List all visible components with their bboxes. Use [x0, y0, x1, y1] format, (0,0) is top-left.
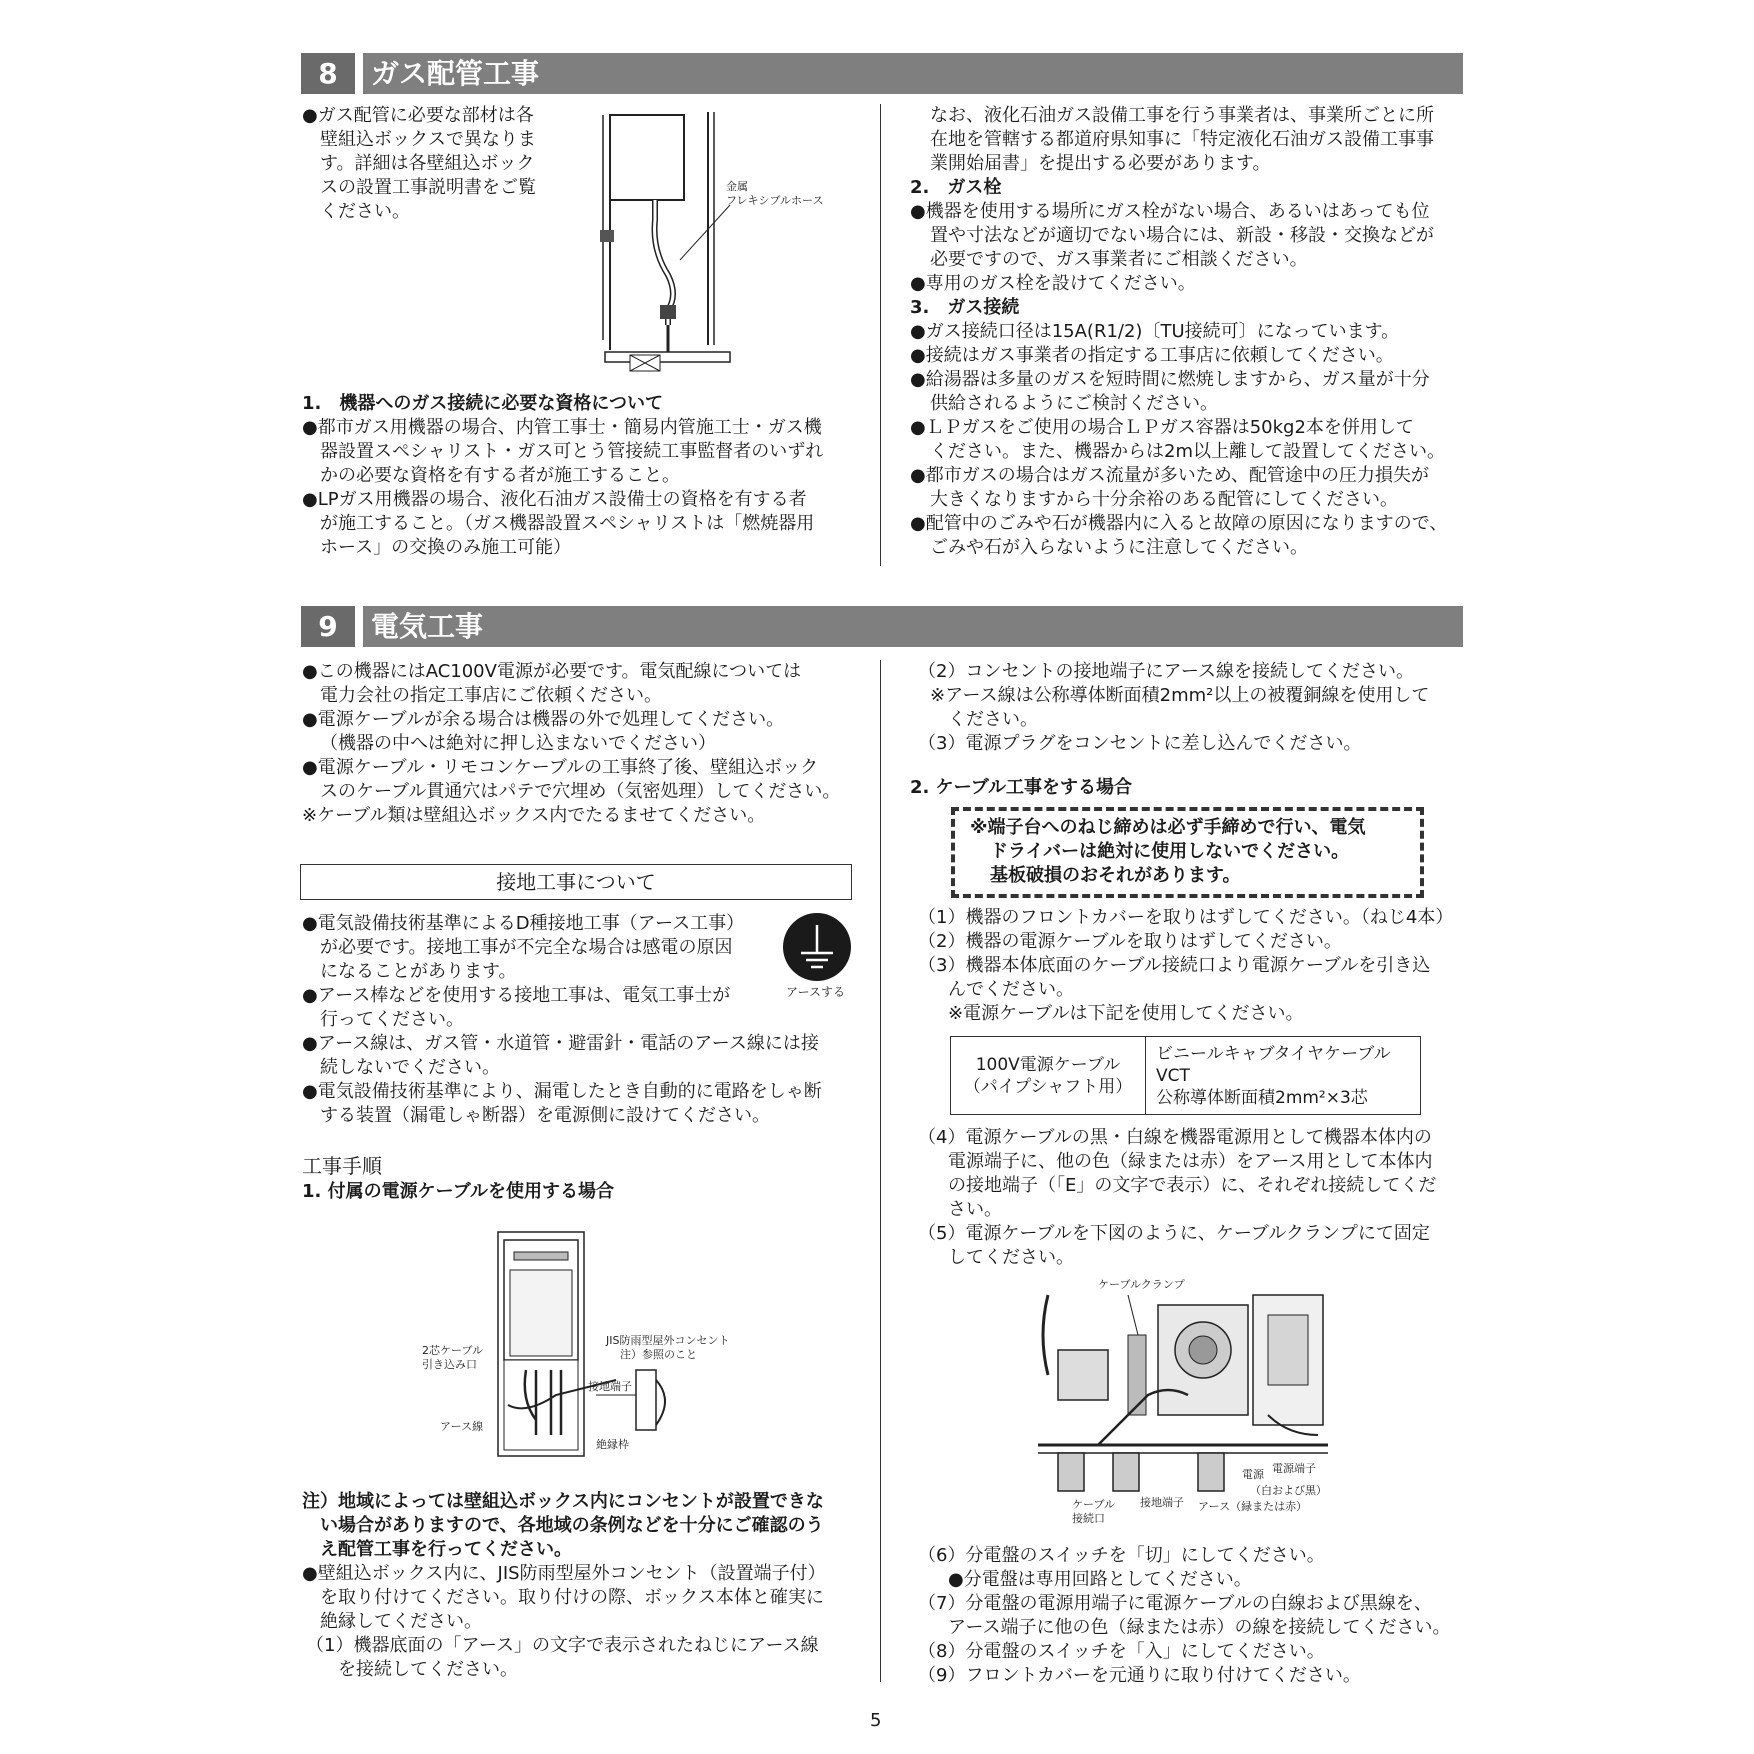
text-line: （2）コンセントの接地端子にアース線を接続してください。	[918, 661, 1415, 682]
text-line: ください。	[320, 201, 410, 222]
text-line: 供給されるようにご検討ください。	[930, 393, 1218, 414]
text-line: ●都市ガス用機器の場合、内管工事士・簡易内管施工士・ガス機	[302, 417, 822, 438]
figure-label: JIS防雨型屋外コンセント	[606, 1334, 730, 1347]
section-8-title: ガス配管工事	[371, 57, 540, 90]
cable-spec-table	[950, 1036, 1421, 1115]
figure-label: アース線	[440, 1420, 484, 1433]
figure-label: （白および黒）	[1250, 1484, 1327, 1497]
procedure-title: 工事手順	[302, 1154, 382, 1178]
text-line: ●電源ケーブルが余る場合は機器の外で処理してください。	[302, 709, 785, 730]
text-line: （3）電源プラグをコンセントに差し込んでください。	[918, 733, 1362, 754]
text-line: ※端子台へのねじ締めは必ず手締めで行い、電気	[970, 817, 1366, 838]
section-8-header	[301, 53, 1463, 94]
figure-label: 接地端子	[1140, 1496, 1184, 1509]
text-line: ※電源ケーブルは下記を使用してください。	[948, 1003, 1304, 1024]
text-line: かの必要な資格を有する者が施工すること。	[320, 465, 680, 486]
figure-label: 接続口	[1072, 1512, 1105, 1525]
section-9-number: 9	[301, 606, 355, 647]
gas-connection-heading: 3. ガス接続	[910, 297, 1020, 318]
text-line: ※アース線は公称導体断面積2mm²以上の被覆銅線を使用して	[930, 685, 1430, 706]
text-line: ごみや石が入らないように注意してください。	[930, 537, 1308, 558]
ground-icon	[783, 913, 853, 983]
figure-label: 金属	[726, 180, 748, 193]
figure-label: 絶縁枠	[596, 1438, 629, 1451]
procedure-heading-2: 2. ケーブル工事をする場合	[910, 777, 1133, 798]
text-line: の接地端子（「E」の文字で表示）に、それぞれ接続してくだ	[948, 1175, 1437, 1196]
text-line: ●アース線は、ガス管・水道管・避雷針・電話のアース線には接	[302, 1033, 819, 1054]
text-line: ●配管中のごみや石が機器内に入ると故障の原因になりますので、	[910, 513, 1448, 534]
text-line: （2）機器の電源ケーブルを取りはずしてください。	[918, 931, 1342, 952]
text-line: （パイプシャフト用）	[963, 1076, 1133, 1097]
text-line: ●電気設備技術基準により、漏電したとき自動的に電路をしゃ断	[302, 1081, 822, 1102]
text-line: ●電気設備技術基準によるD種接地工事（アース工事）	[302, 913, 745, 934]
text-line: 在地を管轄する都道府県知事に「特定液化石油ガス設備工事事	[930, 129, 1434, 150]
figure-label: 接地端子	[588, 1380, 632, 1393]
gas-valve-heading: 2. ガス栓	[910, 177, 1002, 198]
text-line: 器設置スペシャリスト・ガス可とう管接続工事監督者のいずれ	[320, 441, 824, 462]
text-line: 壁組込ボックスで異なりま	[320, 129, 536, 150]
table-cell	[1146, 1037, 1421, 1115]
text-line: （6）分電盤のスイッチを「切」にしてください。	[918, 1545, 1325, 1566]
text-line: 電力会社の指定工事店にご依頼ください。	[320, 685, 662, 706]
figure-label: ケーブルクランプ	[1098, 1278, 1185, 1291]
text-line: してください。	[948, 1247, 1074, 1268]
text-line: 業開始届書」を提出する必要があります。	[930, 153, 1271, 174]
gas-pipe-drawing	[590, 110, 860, 380]
text-line: になることがあります。	[320, 961, 517, 982]
column-divider	[880, 660, 881, 1682]
text-line: ●この機器にはAC100V電源が必要です。電気配線については	[302, 661, 802, 682]
figure-label: 注）参照のこと	[620, 1348, 697, 1361]
figure-label: ケーブル	[1072, 1498, 1116, 1511]
text-line: さい。	[948, 1199, 1002, 1220]
figure-label: フレキシブルホース	[726, 194, 824, 207]
text-line: （1）機器底面の「アース」の文字で表示されたねじにアース線	[306, 1635, 819, 1656]
figure-label: アース（緑または赤）	[1198, 1500, 1308, 1513]
text-line: す。詳細は各壁組込ボック	[320, 153, 535, 174]
text-line: ※ケーブル類は壁組込ボックス内でたるませてください。	[302, 805, 766, 826]
text-line: 絶縁してください。	[320, 1611, 482, 1632]
text-line: ●LPガス用機器の場合、液化石油ガス設備士の資格を有する者	[302, 489, 807, 510]
qualification-heading: 1. 機器へのガス接続に必要な資格について	[302, 393, 664, 414]
figure-label: 電源	[1242, 1468, 1264, 1481]
text-line: ●機器を使用する場所にガス栓がない場合、あるいはあっても位	[910, 201, 1430, 222]
table-cell	[951, 1037, 1146, 1115]
text-line: ●専用のガス栓を設けてください。	[910, 273, 1196, 294]
text-line: 基板破損のおそれがあります。	[990, 865, 1241, 886]
text-line: ビニールキャブタイヤケーブル	[1156, 1043, 1391, 1064]
figure-label: 引き込み口	[422, 1358, 477, 1371]
text-line: ●電源ケーブル・リモコンケーブルの工事終了後、壁組込ボック	[302, 757, 819, 778]
text-line: （4）電源ケーブルの黒・白線を機器電源用として機器本体内の	[918, 1127, 1432, 1148]
column-divider	[880, 104, 881, 566]
text-line: ●ＬＰガスをご使用の場合ＬＰガス容器は50kg2本を併用して	[910, 417, 1414, 438]
text-line: （7）分電盤の電源用端子に電源ケーブルの白線および黒線を、	[918, 1593, 1432, 1614]
text-line: ●給湯器は多量のガスを短時間に燃焼しますから、ガス量が十分	[910, 369, 1430, 390]
text-line: ●壁組込ボックス内に、JIS防雨型屋外コンセント（設置端子付）	[302, 1563, 826, 1584]
figure-label: 電源端子	[1272, 1462, 1316, 1475]
text-line: 100V電源ケーブル	[975, 1054, 1121, 1075]
text-line: ください。	[948, 709, 1038, 730]
text-line: ●都市ガスの場合はガス流量が多いため、配管途中の圧力損失が	[910, 465, 1429, 486]
text-line: い場合がありますので、各地域の条例などを十分にご確認のう	[320, 1515, 824, 1536]
text-line: なお、液化石油ガス設備工事を行う事業者は、事業所ごとに所	[930, 105, 1434, 126]
section-9-header	[301, 606, 1463, 647]
text-line: ください。また、機器からは2m以上離して設置してください。	[930, 441, 1445, 462]
text-line: え配管工事を行ってください。	[320, 1539, 572, 1560]
text-line: VCT	[1156, 1065, 1190, 1086]
text-line: ●接続はガス事業者の指定する工事店に依頼してください。	[910, 345, 1394, 366]
text-line: ●アース棒などを使用する接地工事は、電気工事士が	[302, 985, 731, 1006]
page-number: 5	[870, 1710, 882, 1731]
text-line: んでください。	[948, 979, 1074, 1000]
text-line: 置や寸法などが適切でない場合には、新設・移設・交換などが	[930, 225, 1434, 246]
text-line: （8）分電盤のスイッチを「入」にしてください。	[918, 1641, 1325, 1662]
text-line: スのケーブル貫通穴はパテで穴埋め（気密処理）してください。	[320, 781, 841, 802]
text-line: アース端子に他の色（緑または赤）の線を接続してください。	[948, 1617, 1451, 1638]
text-line: （機器の中へは絶対に押し込まないでください）	[320, 733, 716, 754]
text-line: が施工すること。（ガス機器設置スペシャリストは「燃焼器用	[320, 513, 815, 534]
text-line: 必要ですので、ガス事業者にご相談ください。	[930, 249, 1308, 270]
text-line: を取り付けてください。取り付けの際、ボックス本体と確実に	[320, 1587, 824, 1608]
text-line: ●ガス配管に必要な部材は各	[302, 105, 534, 126]
text-line: ホース」の交換のみ施工可能）	[320, 537, 572, 558]
ground-icon-label: アースする	[786, 985, 846, 999]
text-line: （9）フロントカバーを元通りに取り付けてください。	[918, 1665, 1361, 1686]
text-line: （1）機器のフロントカバーを取りはずしてください。（ねじ4本）	[918, 907, 1454, 928]
text-line: 公称導体断面積2mm²×3芯	[1156, 1087, 1368, 1108]
figure-label: 2芯ケーブル	[422, 1344, 484, 1357]
text-line: ●分電盤は専用回路としてください。	[948, 1569, 1252, 1590]
earth-work-title: 接地工事について	[300, 864, 852, 900]
text-line: を接続してください。	[338, 1659, 518, 1680]
text-line: が必要です。接地工事が不完全な場合は感電の原因	[320, 937, 733, 958]
text-line: ドライバーは絶対に使用しないでください。	[990, 841, 1350, 862]
text-line: 続しないでください。	[320, 1057, 500, 1078]
text-line: する装置（漏電しゃ断器）を電源側に設けてください。	[320, 1105, 770, 1126]
text-line: 注）地域によっては壁組込ボックス内にコンセントが設置できな	[302, 1491, 824, 1512]
text-line: ●ガス接続口径は15A(R1/2)〔TU接続可〕になっています。	[910, 321, 1400, 342]
text-line: 行ってください。	[320, 1009, 464, 1030]
procedure-heading-1: 1. 付属の電源ケーブルを使用する場合	[302, 1181, 615, 1202]
text-line: 電源端子に、他の色（緑または赤）をアース用として本体内	[948, 1151, 1433, 1172]
text-line: 大きくなりますから十分余裕のある配管にしてください。	[930, 489, 1398, 510]
text-line: （3）機器本体底面のケーブル接続口より電源ケーブルを引き込	[918, 955, 1431, 976]
section-9-title: 電気工事	[371, 610, 484, 643]
section-8-number: 8	[301, 53, 355, 94]
text-line: スの設置工事説明書をご覧	[320, 177, 536, 198]
text-line: （5）電源ケーブルを下図のように、ケーブルクランプにて固定	[918, 1223, 1430, 1244]
